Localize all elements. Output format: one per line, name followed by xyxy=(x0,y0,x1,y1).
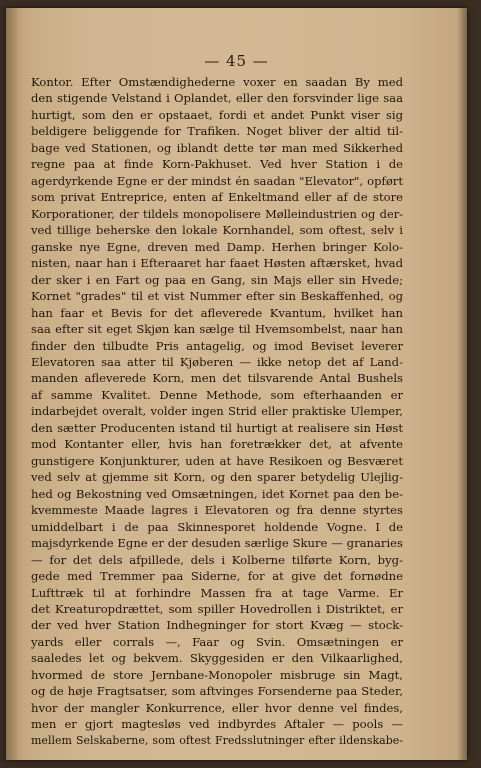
text-line: saaledes let og bekvem. Skyggesiden er den Vilkaarlighed, xyxy=(31,651,403,666)
text-line: kvemmeste Maade lagres i Elevatoren og fra denne styrtes xyxy=(31,503,403,518)
text-line: finder den tilbudte Pris antagelig, og imod Beviset leverer xyxy=(31,338,403,353)
text-line: mellem Selskaberne, som oftest Fredsslutninger efter ildenskabe- xyxy=(31,733,403,747)
text-line: hed og Bekostning ved Omsætningen, idet Kornet paa den be- xyxy=(31,486,403,501)
text-line: beldigere beliggende for Trafiken. Noget bliver der altid til- xyxy=(31,124,403,139)
text-line: det Kreaturopdrættet, som spiller Hovedrollen i Distriktet, er xyxy=(31,602,403,616)
text-line: der ved hver Station Indhegninger for stort Kvæg — stock- xyxy=(31,618,403,633)
text-line: Elevatoren saa atter til Kjøberen — ikke netop det af Land- xyxy=(31,354,403,369)
text-line: hurtigt, som den er opstaaet, fordi et andet Punkt viser sig xyxy=(31,107,403,122)
text-line: ved selv at gjemme sit Korn, og den sparer betydelig Ulejlig- xyxy=(31,470,403,485)
text-line: manden afleverede Korn, men det tilsvarende Antal Bushels xyxy=(31,371,403,386)
text-line: regne paa at finde Korn-Pakhuset. Ved hver Station i de xyxy=(31,157,403,172)
body-text xyxy=(31,74,403,749)
text-line: den stigende Velstand i Oplandet, eller den forsvinder lige saa xyxy=(31,91,403,106)
text-line: Lufttræk til at forhindre Massen fra at tage Varme. Er xyxy=(31,585,403,600)
text-line: bage ved Stationen, og iblandt dette tør man med Sikkerhed xyxy=(31,140,403,155)
text-line: hvormed de store Jernbane-Monopoler misbruge sin Magt, xyxy=(31,667,403,682)
text-line: af samme Kvalitet. Denne Methode, som efterhaanden er xyxy=(31,387,403,402)
text-line: yards eller corrals —, Faar og Svin. Omsætningen er xyxy=(31,634,403,649)
text-line: Kornet "grades" til et vist Nummer efter sin Beskaffenhed, og xyxy=(31,289,403,304)
text-line: Kontor. Efter Omstændighederne voxer en saadan By med xyxy=(31,75,403,89)
text-line: der sker i en Fart og paa en Gang, sin Majs eller sin Hvede; xyxy=(31,272,403,287)
page-shadow-right xyxy=(457,8,467,760)
text-line: majsdyrkende Egne er der desuden særlige Skure — granaries xyxy=(31,536,403,551)
text-line: Korporationer, der tildels monopolisere Mølleindustrien og der- xyxy=(31,206,403,221)
text-line: den sætter Producenten istand til hurtigt at realisere sin Høst xyxy=(31,420,403,435)
text-line: ganske nye Egne, dreven med Damp. Herhen bringer Kolo- xyxy=(31,239,403,254)
text-line: mod Kontanter eller, hvis han foretrækker det, at afvente xyxy=(31,437,403,452)
page-number: — 45 — xyxy=(204,52,269,70)
text-line: som privat Entreprice, enten af Enkeltmand eller af de store xyxy=(31,190,403,205)
text-line: og de høje Fragtsatser, som aftvinges Forsenderne paa Steder, xyxy=(31,684,403,699)
text-line: indarbejdet overalt, volder ingen Strid eller praktiske Ulemper, xyxy=(31,404,403,419)
text-line: han faar et Bevis for det afleverede Kvantum, hvilket han xyxy=(31,305,403,320)
text-line: agerdyrkende Egne er der mindst én saadan "Elevator", opført xyxy=(31,173,403,188)
book-page xyxy=(6,8,467,760)
text-line: hvor der mangler Konkurrence, eller hvor denne vel findes, xyxy=(31,700,403,715)
text-line: gunstigere Konjunkturer, uden at have Resikoen og Besværet xyxy=(31,453,403,468)
text-line: men er gjort magtesløs ved indbyrdes Aftaler — pools — xyxy=(31,717,403,732)
page-shadow-left xyxy=(6,8,20,760)
text-line: saa efter sit eget Skjøn kan sælge til Hvemsombelst, naar han xyxy=(31,322,403,337)
text-line: ved tillige beherske den lokale Kornhandel, som oftest, selv i xyxy=(31,223,403,238)
text-line: gede med Tremmer paa Siderne, for at give det fornødne xyxy=(31,569,403,584)
text-line: nisten, naar han i Efteraaret har faaet Høsten aftærsket, hvad xyxy=(31,256,403,271)
text-line: — for det dels afpillede, dels i Kolberne tilførte Korn, byg- xyxy=(31,552,403,567)
text-line: umiddelbart i de paa Skinnesporet holdende Vogne. I de xyxy=(31,519,403,534)
